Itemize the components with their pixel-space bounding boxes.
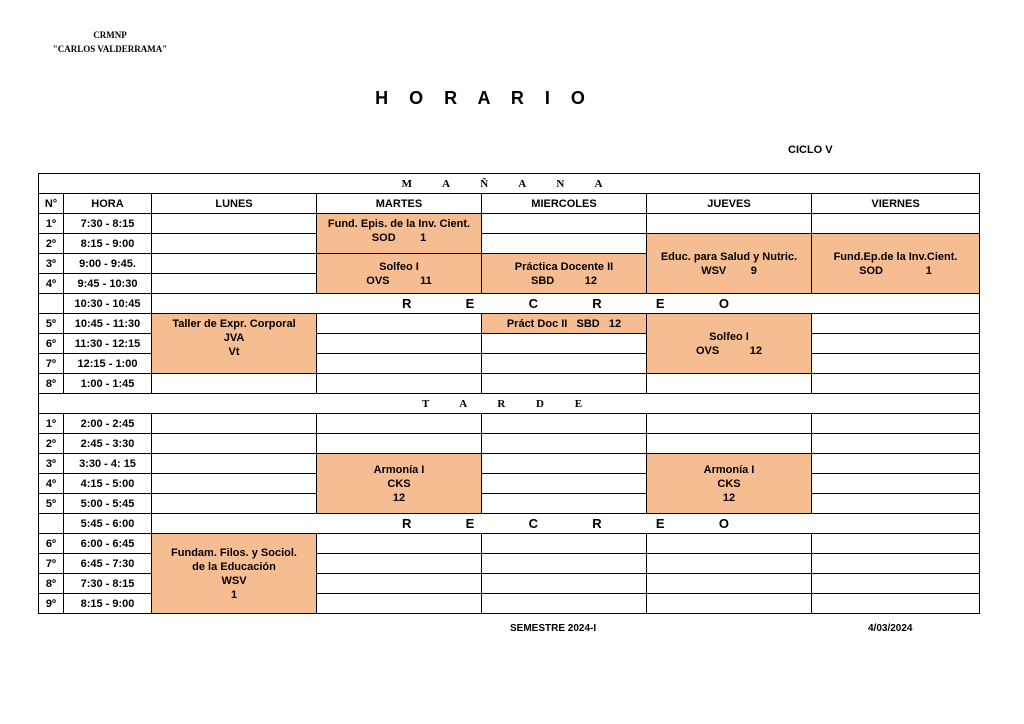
empty-cell xyxy=(812,574,980,594)
class-cell-taller-lunes xyxy=(152,314,317,374)
empty-cell xyxy=(482,534,647,554)
empty-cell xyxy=(482,374,647,394)
period-time: 1:00 - 1:45 xyxy=(64,374,152,394)
empty-cell xyxy=(482,434,647,454)
class-name: Solfeo I xyxy=(709,330,749,343)
table-row xyxy=(39,314,980,334)
period-time: 5:45 - 6:00 xyxy=(64,514,152,534)
period-number: 1º xyxy=(39,414,64,434)
table-row xyxy=(39,454,980,474)
recreo-row xyxy=(39,294,980,314)
period-time: 10:45 - 11:30 xyxy=(64,314,152,334)
period-time: 4:15 - 5:00 xyxy=(64,474,152,494)
section-row-tarde xyxy=(39,394,980,414)
period-number: 4º xyxy=(39,274,64,294)
empty-cell xyxy=(647,214,812,234)
section-row-manana xyxy=(39,174,980,194)
class-cell-armonia-martes xyxy=(317,454,482,514)
empty-cell xyxy=(647,374,812,394)
col-header-num: N° xyxy=(39,194,64,214)
table-row xyxy=(39,414,980,434)
period-time: 5:00 - 5:45 xyxy=(64,494,152,514)
empty-cell xyxy=(812,414,980,434)
empty-cell xyxy=(812,494,980,514)
class-name: Fundam. Filos. y Sociol. xyxy=(171,546,297,559)
class-teacher: SOD 1 xyxy=(371,232,427,244)
col-header-martes: MARTES xyxy=(317,194,482,214)
header-row xyxy=(39,194,980,214)
class-name: Taller de Expr. Corporal xyxy=(172,318,296,330)
empty-cell xyxy=(317,574,482,594)
period-time: 10:30 - 10:45 xyxy=(64,294,152,314)
recreo-letter: R xyxy=(402,515,412,531)
period-number: 8º xyxy=(39,574,64,594)
class-room: 12 xyxy=(392,491,406,504)
class-cell-pract-doc-miercoles: Práct Doc II SBD 12 xyxy=(482,314,647,334)
period-time: 3:30 - 4: 15 xyxy=(64,454,152,474)
empty-cell xyxy=(647,574,812,594)
empty-cell xyxy=(812,474,980,494)
empty-cell xyxy=(152,454,317,474)
empty-cell xyxy=(317,334,482,354)
period-number: 7º xyxy=(39,354,64,374)
recreo-label xyxy=(152,514,980,534)
empty-cell xyxy=(812,534,980,554)
class-name: Educ. para Salud y Nutric. xyxy=(660,250,798,263)
empty-cell xyxy=(317,354,482,374)
empty-cell xyxy=(482,474,647,494)
empty-cell xyxy=(647,534,812,554)
table-row xyxy=(39,434,980,454)
empty-cell xyxy=(482,334,647,354)
class-cell-educ-jueves xyxy=(647,234,812,294)
period-time: 6:00 - 6:45 xyxy=(64,534,152,554)
recreo-label xyxy=(152,294,980,314)
period-time: 9:45 - 10:30 xyxy=(64,274,152,294)
class-cell-fund-ep-viernes xyxy=(812,234,980,294)
period-number: 3º xyxy=(39,254,64,274)
empty-cell xyxy=(482,354,647,374)
period-time: 11:30 - 12:15 xyxy=(64,334,152,354)
class-cell-solfeo-jueves xyxy=(647,314,812,374)
empty-cell xyxy=(812,214,980,234)
class-room: 1 xyxy=(230,588,238,601)
recreo-letter: R xyxy=(592,295,602,311)
empty-cell xyxy=(152,234,317,254)
recreo-letter: O xyxy=(718,515,729,531)
class-teacher: SOD 1 xyxy=(859,264,932,277)
institution-header xyxy=(40,28,180,56)
empty-cell xyxy=(152,434,317,454)
class-cell-armonia-jueves xyxy=(647,454,812,514)
schedule-table xyxy=(38,173,980,614)
ciclo-label: CICLO V xyxy=(788,144,833,156)
class-name-cont: de la Educación xyxy=(192,560,276,573)
period-number: 6º xyxy=(39,534,64,554)
class-teacher: OVS 11 xyxy=(366,274,432,287)
period-number: 6º xyxy=(39,334,64,354)
period-time: 6:45 - 7:30 xyxy=(64,554,152,574)
table-row xyxy=(39,474,980,494)
recreo-letter: R xyxy=(402,295,412,311)
empty-cell xyxy=(647,554,812,574)
period-number: 8º xyxy=(39,374,64,394)
empty-cell xyxy=(647,434,812,454)
period-time: 9:00 - 9:45. xyxy=(64,254,152,274)
empty-cell xyxy=(152,374,317,394)
period-number: 2º xyxy=(39,234,64,254)
table-row xyxy=(39,214,980,234)
empty-cell xyxy=(812,594,980,614)
semester-label: SEMESTRE 2024-I xyxy=(510,623,597,634)
recreo-letter: E xyxy=(465,515,475,531)
empty-cell xyxy=(482,554,647,574)
class-name: Armonía I xyxy=(373,463,425,476)
period-number: 4º xyxy=(39,474,64,494)
empty-cell xyxy=(317,554,482,574)
empty-cell xyxy=(812,354,980,374)
empty-cell xyxy=(317,534,482,554)
empty-cell xyxy=(482,454,647,474)
empty-cell xyxy=(482,414,647,434)
empty-cell xyxy=(482,234,647,254)
empty-cell xyxy=(152,494,317,514)
table-row xyxy=(39,534,980,554)
empty-cell xyxy=(812,454,980,474)
empty-cell xyxy=(482,214,647,234)
empty-cell xyxy=(812,374,980,394)
class-teacher: JVA xyxy=(223,332,245,344)
period-number: 7º xyxy=(39,554,64,574)
empty-cell xyxy=(152,214,317,234)
table-row xyxy=(39,234,980,254)
class-teacher: CKS xyxy=(717,477,741,490)
empty-cell xyxy=(647,594,812,614)
class-cell-solfeo-martes xyxy=(317,254,482,294)
period-time: 7:30 - 8:15 xyxy=(64,214,152,234)
class-name: Solfeo I xyxy=(379,260,419,273)
table-row xyxy=(39,374,980,394)
class-teacher: WSV xyxy=(221,574,247,587)
class-cell-fundam-lunes xyxy=(152,534,317,614)
period-time: 2:45 - 3:30 xyxy=(64,434,152,454)
period-number: 5º xyxy=(39,494,64,514)
empty-cell xyxy=(812,334,980,354)
period-time: 7:30 - 8:15 xyxy=(64,574,152,594)
period-time: 2:00 - 2:45 xyxy=(64,414,152,434)
empty-cell xyxy=(482,574,647,594)
empty-cell xyxy=(152,414,317,434)
period-time: 8:15 - 9:00 xyxy=(64,594,152,614)
period-number: 9º xyxy=(39,594,64,614)
table-row xyxy=(39,494,980,514)
period-number xyxy=(39,294,64,314)
period-time: 8:15 - 9:00 xyxy=(64,234,152,254)
section-manana-label: M A Ñ A N A xyxy=(39,174,980,194)
class-room: Vt xyxy=(228,346,240,358)
empty-cell xyxy=(482,494,647,514)
empty-cell xyxy=(317,434,482,454)
empty-cell xyxy=(647,414,812,434)
empty-cell xyxy=(812,434,980,454)
period-number: 2º xyxy=(39,434,64,454)
recreo-letter: E xyxy=(655,295,665,311)
recreo-letter: C xyxy=(528,295,538,311)
class-name: Fund. Epis. de la Inv. Cient. xyxy=(327,218,471,230)
empty-cell xyxy=(317,414,482,434)
empty-cell xyxy=(317,374,482,394)
empty-cell xyxy=(317,594,482,614)
recreo-row xyxy=(39,514,980,534)
section-tarde-label: T A R D E xyxy=(39,394,980,414)
class-teacher: WSV 9 xyxy=(701,264,757,277)
class-teacher: SBD 12 xyxy=(530,274,598,287)
page-title: H O R A R I O xyxy=(375,88,593,108)
recreo-letter: C xyxy=(528,515,538,531)
institution-acronym: CRMNP xyxy=(93,30,127,40)
recreo-letter: R xyxy=(592,515,602,531)
class-name: Armonía I xyxy=(703,463,755,476)
empty-cell xyxy=(812,554,980,574)
period-number: 5º xyxy=(39,314,64,334)
col-header-viernes: VIERNES xyxy=(812,194,980,214)
recreo-letter: E xyxy=(465,295,475,311)
date-label: 4/03/2024 xyxy=(868,623,913,634)
recreo-letter: E xyxy=(655,515,665,531)
period-number: 1º xyxy=(39,214,64,234)
empty-cell xyxy=(152,274,317,294)
class-cell-fund-epis-martes xyxy=(317,214,482,254)
period-number xyxy=(39,514,64,534)
col-header-lunes: LUNES xyxy=(152,194,317,214)
period-time: 12:15 - 1:00 xyxy=(64,354,152,374)
class-teacher: CKS xyxy=(387,477,411,490)
col-header-hora: HORA xyxy=(64,194,152,214)
period-number: 3º xyxy=(39,454,64,474)
empty-cell xyxy=(482,594,647,614)
class-cell-practica-miercoles xyxy=(482,254,647,294)
class-name: Fund.Ep.de la Inv.Cient. xyxy=(833,250,958,263)
empty-cell xyxy=(152,254,317,274)
col-header-jueves: JUEVES xyxy=(647,194,812,214)
institution-name: "CARLOS VALDERRAMA" xyxy=(52,44,168,54)
recreo-letter: O xyxy=(718,295,729,311)
empty-cell xyxy=(812,314,980,334)
col-header-miercoles: MIERCOLES xyxy=(482,194,647,214)
empty-cell xyxy=(317,314,482,334)
class-teacher: OVS 12 xyxy=(695,344,763,357)
class-room: 12 xyxy=(722,491,736,504)
empty-cell xyxy=(152,474,317,494)
class-name: Práctica Docente II xyxy=(514,260,614,273)
